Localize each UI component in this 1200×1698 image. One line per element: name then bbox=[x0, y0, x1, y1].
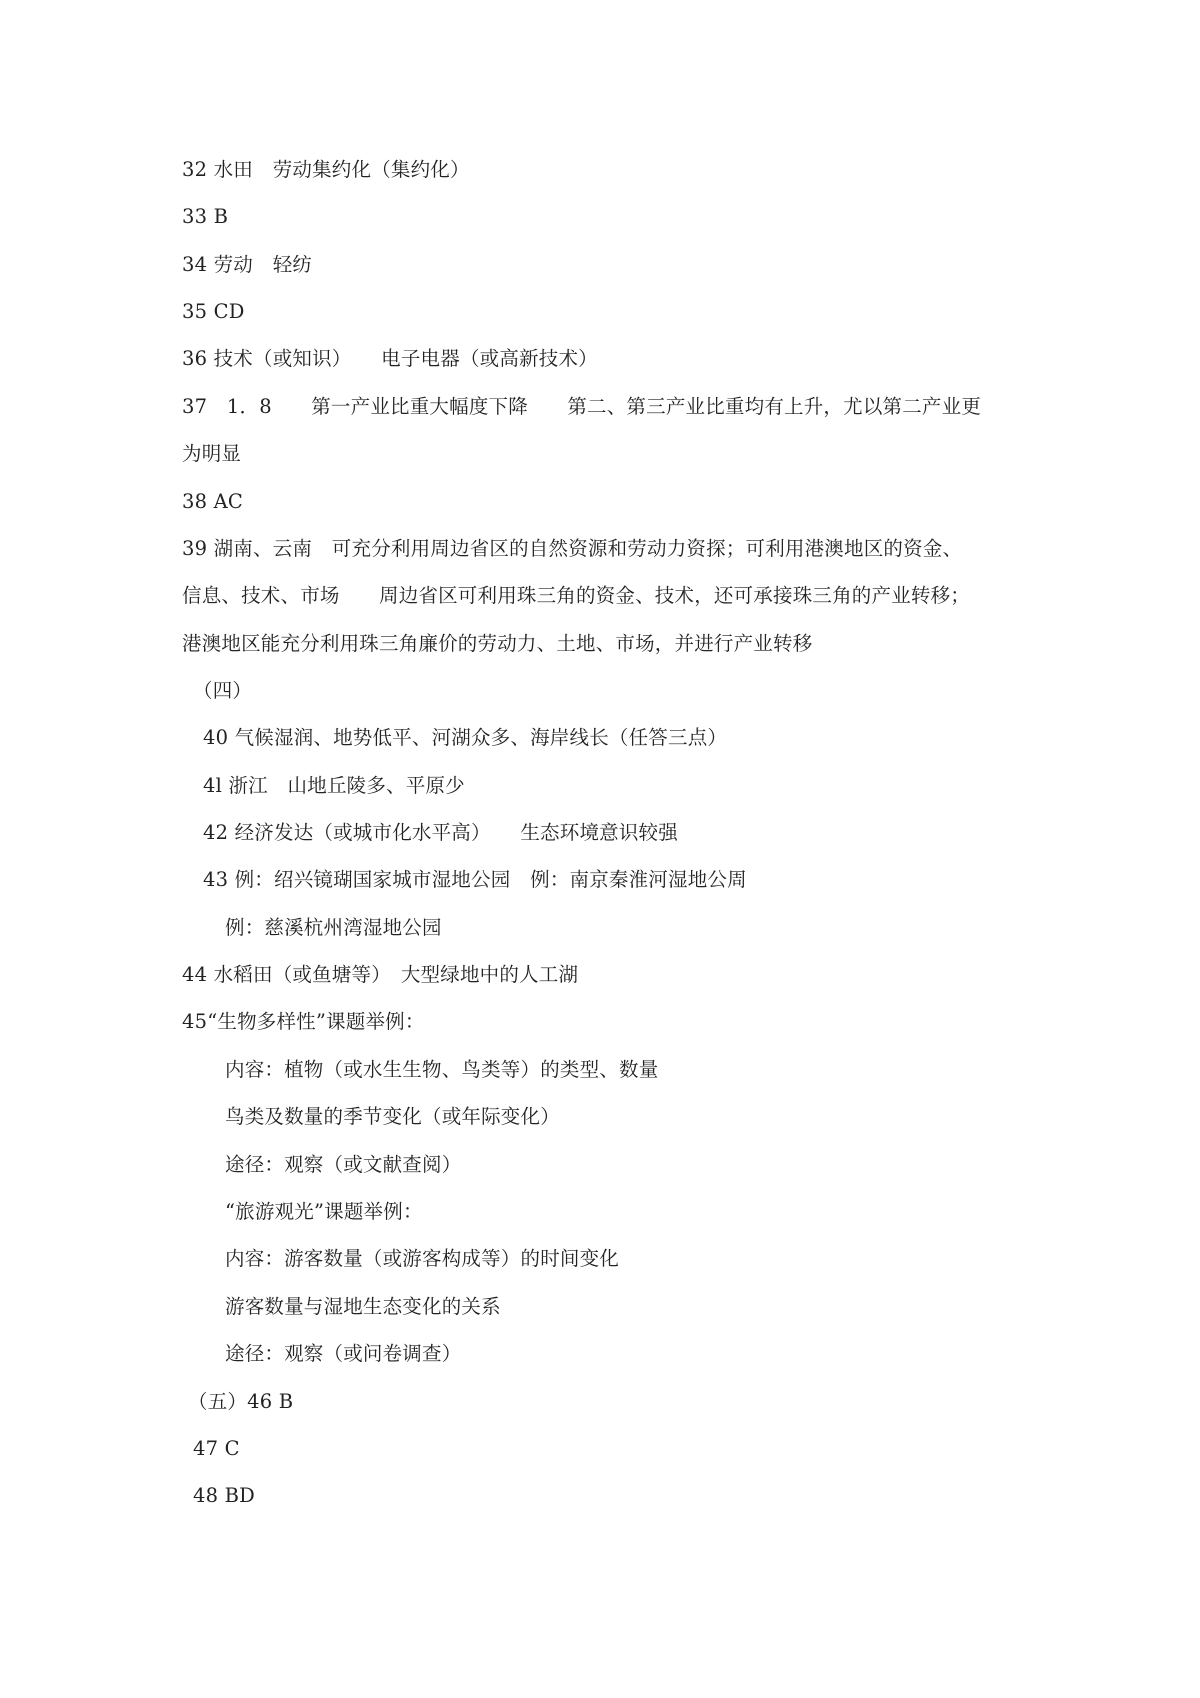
answer-45-content6: 途径：观察（或问卷调查） bbox=[225, 1342, 462, 1365]
answer-41: 4l 浙江 山地丘陵多、平原少 bbox=[203, 774, 465, 797]
answer-44: 44 水稻田（或鱼塘等） 大型绿地中的人工湖 bbox=[182, 963, 579, 986]
answer-45-content4: 内容：游客数量（或游客构成等）的时间变化 bbox=[225, 1247, 620, 1270]
answer-45-content5: 游客数量与湿地生态变化的关系 bbox=[225, 1295, 501, 1318]
answer-43-line2: 例：慈溪杭州湾湿地公园 bbox=[225, 916, 442, 939]
answer-45-content2: 鸟类及数量的季节变化（或年际变化） bbox=[225, 1105, 560, 1128]
answer-47: 47 C bbox=[193, 1437, 240, 1460]
answer-39-line2: 信息、技术、市场 周边省区可利用珠三角的资金、技术，还可承接珠三角的产业转移； bbox=[182, 584, 971, 607]
answer-39-line3: 港澳地区能充分利用珠三角廉价的劳动力、土地、市场，并进行产业转移 bbox=[182, 632, 813, 655]
answer-48: 48 BD bbox=[193, 1484, 255, 1507]
answer-34: 34 劳动 轻纺 bbox=[182, 253, 313, 276]
answer-37-line1: 37 1．8 第一产业比重大幅度下降 第二、第三产业比重均有上升，尤以第二产业更 bbox=[182, 395, 982, 418]
answer-32: 32 水田 劳动集约化（集约化） bbox=[182, 158, 470, 181]
answer-37-line2: 为明显 bbox=[182, 442, 242, 465]
answer-45-content3: 途径：观察（或文献查阅） bbox=[225, 1153, 462, 1176]
answer-45-title2: “旅游观光”课题举例： bbox=[225, 1200, 423, 1223]
section-four-heading: （四） bbox=[193, 679, 253, 702]
answer-40: 40 气候湿润、地势低平、河湖众多、海岸线长（任答三点） bbox=[203, 726, 728, 749]
answer-36: 36 技术（或知识） 电子电器（或高新技术） bbox=[182, 347, 598, 370]
answer-39-line1: 39 湖南、云南 可充分利用周边省区的自然资源和劳动力资探；可利用港澳地区的资金、 bbox=[182, 537, 963, 560]
answer-38: 38 AC bbox=[182, 490, 244, 513]
answer-45-content1: 内容：植物（或水生生物、鸟类等）的类型、数量 bbox=[225, 1058, 659, 1081]
answer-33: 33 B bbox=[182, 205, 229, 228]
answer-35: 35 CD bbox=[182, 300, 245, 323]
answer-42: 42 经济发达（或城市化水平高） 生态环境意识较强 bbox=[203, 821, 678, 844]
answer-45-title: 45“生物多样性”课题举例： bbox=[182, 1010, 425, 1033]
answer-43-line1: 43 例：绍兴镜瑚国家城市湿地公园 例：南京秦淮河湿地公周 bbox=[203, 868, 747, 891]
answer-46: （五）46 B bbox=[188, 1390, 294, 1413]
